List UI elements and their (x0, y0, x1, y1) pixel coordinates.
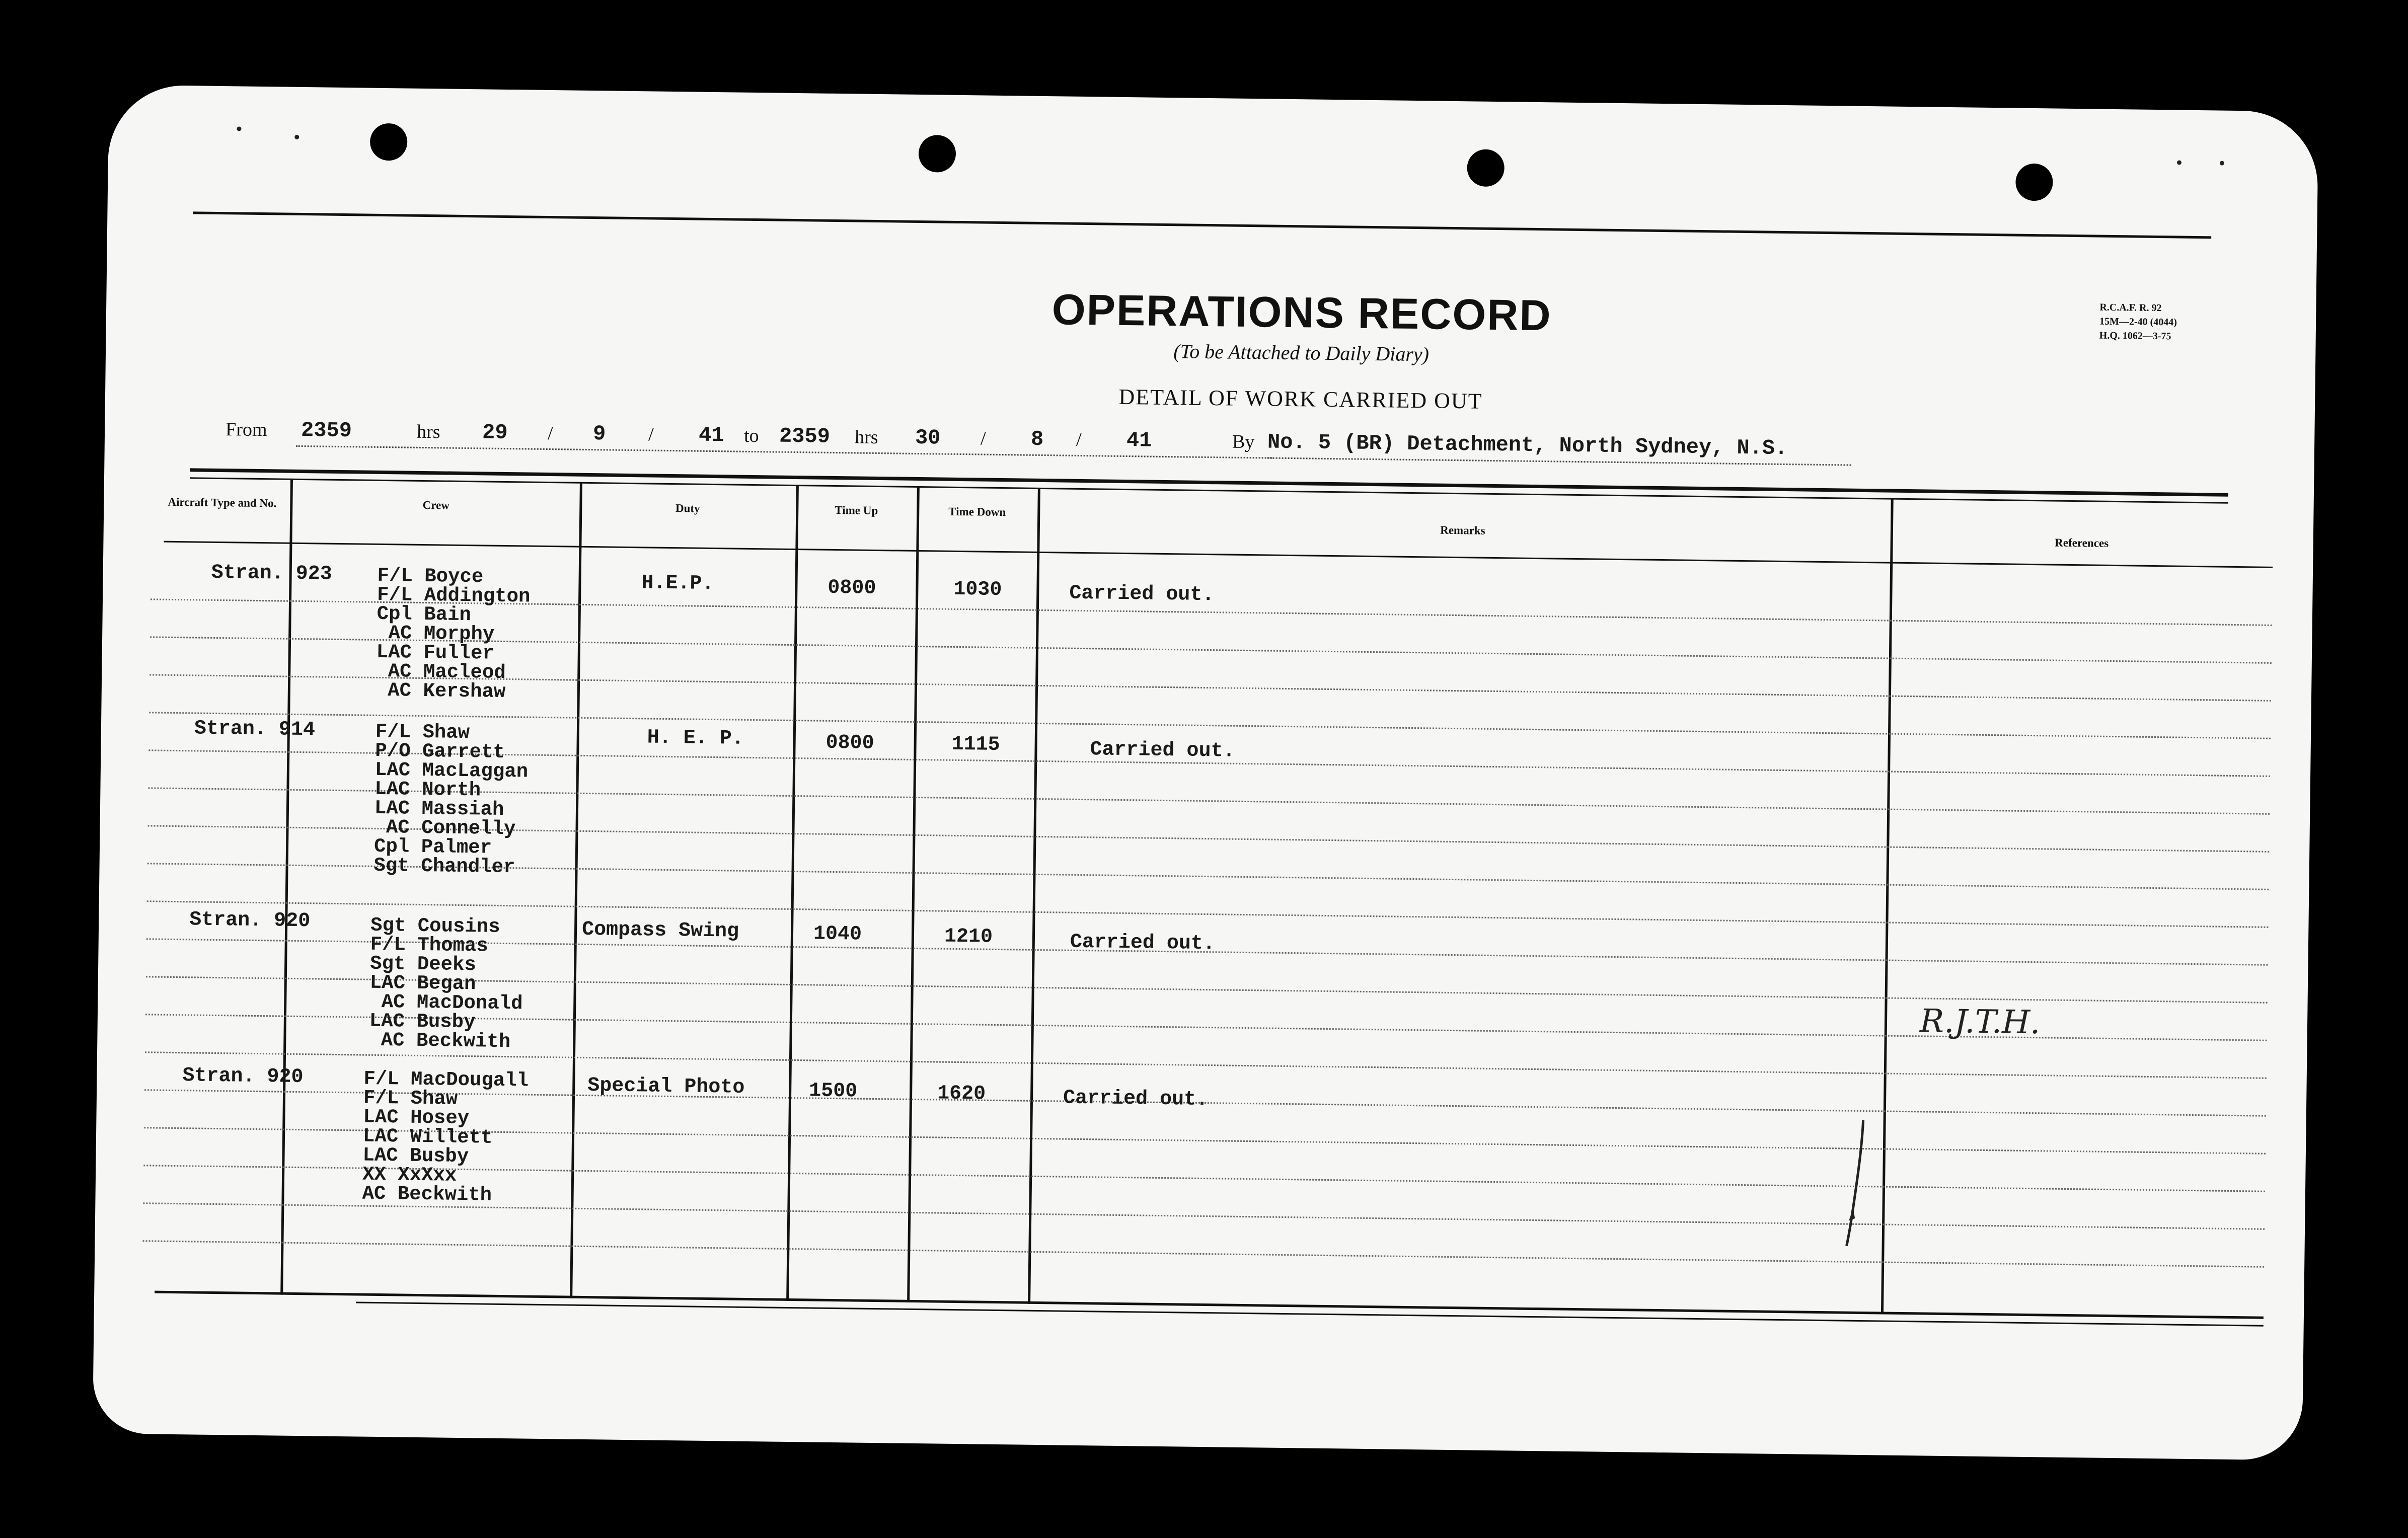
entry-time-up: 0800 (825, 731, 874, 755)
from-day: 29 (482, 420, 508, 445)
to-time: 2359 (779, 424, 831, 449)
col-crew: Crew (422, 498, 450, 512)
col-duty: Duty (675, 502, 700, 515)
unit-name: No. 5 (BR) Detachment, North Sydney, N.S. (1267, 430, 1788, 461)
entry-time-up: 1040 (813, 922, 862, 946)
slash: / (648, 424, 654, 445)
col-aircraft: Aircraft Type and No. (168, 495, 277, 510)
col-time-up: Time Up (835, 503, 878, 517)
entry-crew: F/L Boyce F/L Addington Cpl Bain AC Morphy LAC Fuller AC Macleod AC Kershaw (375, 564, 531, 703)
slash: / (980, 428, 986, 449)
speck (2220, 161, 2224, 166)
entry-time-down: 1115 (951, 733, 1000, 757)
punch-hole (2015, 164, 2053, 201)
punch-hole (919, 135, 956, 173)
to-label: to (743, 425, 759, 447)
to-day: 30 (915, 425, 941, 450)
entry-duty: H. E. P. (647, 726, 744, 750)
entry-remarks: Carried out. (1070, 931, 1216, 956)
speck (237, 126, 241, 131)
form-number: R.C.A.F. R. 92 15M—2-40 (4044) H.Q. 1062—3-75 (2099, 301, 2177, 342)
to-year: 41 (1126, 428, 1152, 453)
by-label: By (1232, 431, 1255, 453)
entry-duty: Compass Swing (581, 918, 739, 943)
col-time-down: Time Down (948, 505, 1006, 519)
speck (294, 135, 299, 139)
entry-time-down: 1210 (944, 925, 993, 949)
hrs-label: hrs (416, 421, 440, 443)
reference-initials: R.J.T.H. (1919, 1003, 2041, 1042)
table-bottom-rule (155, 1291, 2264, 1319)
entry-duty: Special Photo (587, 1074, 745, 1099)
entry-time-up: 1500 (808, 1080, 858, 1103)
col-references: References (2055, 536, 2109, 550)
page-title: OPERATIONS RECORD (1051, 285, 1552, 340)
from-year: 41 (698, 423, 724, 448)
entry-time-down: 1030 (953, 578, 1002, 602)
to-month: 8 (1030, 427, 1044, 452)
entry-remarks: Carried out. (1069, 582, 1215, 607)
detail-heading: DETAIL OF WORK CARRIED OUT (1118, 384, 1483, 414)
from-time: 2359 (300, 418, 352, 443)
entry-aircraft: Stran. 920 (182, 1064, 304, 1089)
hrs-label: hrs (854, 426, 878, 448)
from-label: From (225, 419, 267, 441)
punch-hole (370, 123, 408, 161)
ruling (142, 1240, 2264, 1267)
col-remarks: Remarks (1440, 523, 1485, 537)
record-card (93, 85, 2318, 1460)
pen-stroke (1842, 1118, 1873, 1249)
entry-aircraft: Stran. 920 (189, 908, 311, 933)
page-subtitle: (To be Attached to Daily Diary) (1173, 340, 1429, 366)
entry-remarks: Carried out. (1063, 1087, 1209, 1112)
speck (2177, 160, 2181, 165)
ruling (143, 1202, 2265, 1229)
from-month: 9 (592, 422, 606, 446)
entry-crew: F/L Shaw P/O Garrett LAC MacLaggan LAC North LAC Massiah AC Connelly Cpl Palmer Sgt Chandler (373, 720, 529, 879)
slash: / (547, 422, 553, 444)
entry-aircraft: Stran. 914 (194, 717, 316, 742)
entry-time-down: 1620 (937, 1082, 986, 1106)
top-rule (193, 211, 2211, 239)
entry-crew: F/L MacDougall F/L Shaw LAC Hosey LAC Willett LAC Busby XX XxXxx AC Beckwith (362, 1067, 529, 1206)
entry-duty: H.E.P. (641, 572, 714, 596)
entry-crew: Sgt Cousins F/L Thomas Sgt Deeks LAC Began AC MacDonald LAC Busby AC Beckwith (369, 914, 523, 1053)
entry-remarks: Carried out. (1090, 738, 1235, 763)
slash: / (1076, 429, 1082, 450)
entry-time-up: 0800 (827, 576, 876, 600)
punch-hole (1467, 149, 1504, 187)
entry-aircraft: Stran. 923 (211, 561, 333, 586)
